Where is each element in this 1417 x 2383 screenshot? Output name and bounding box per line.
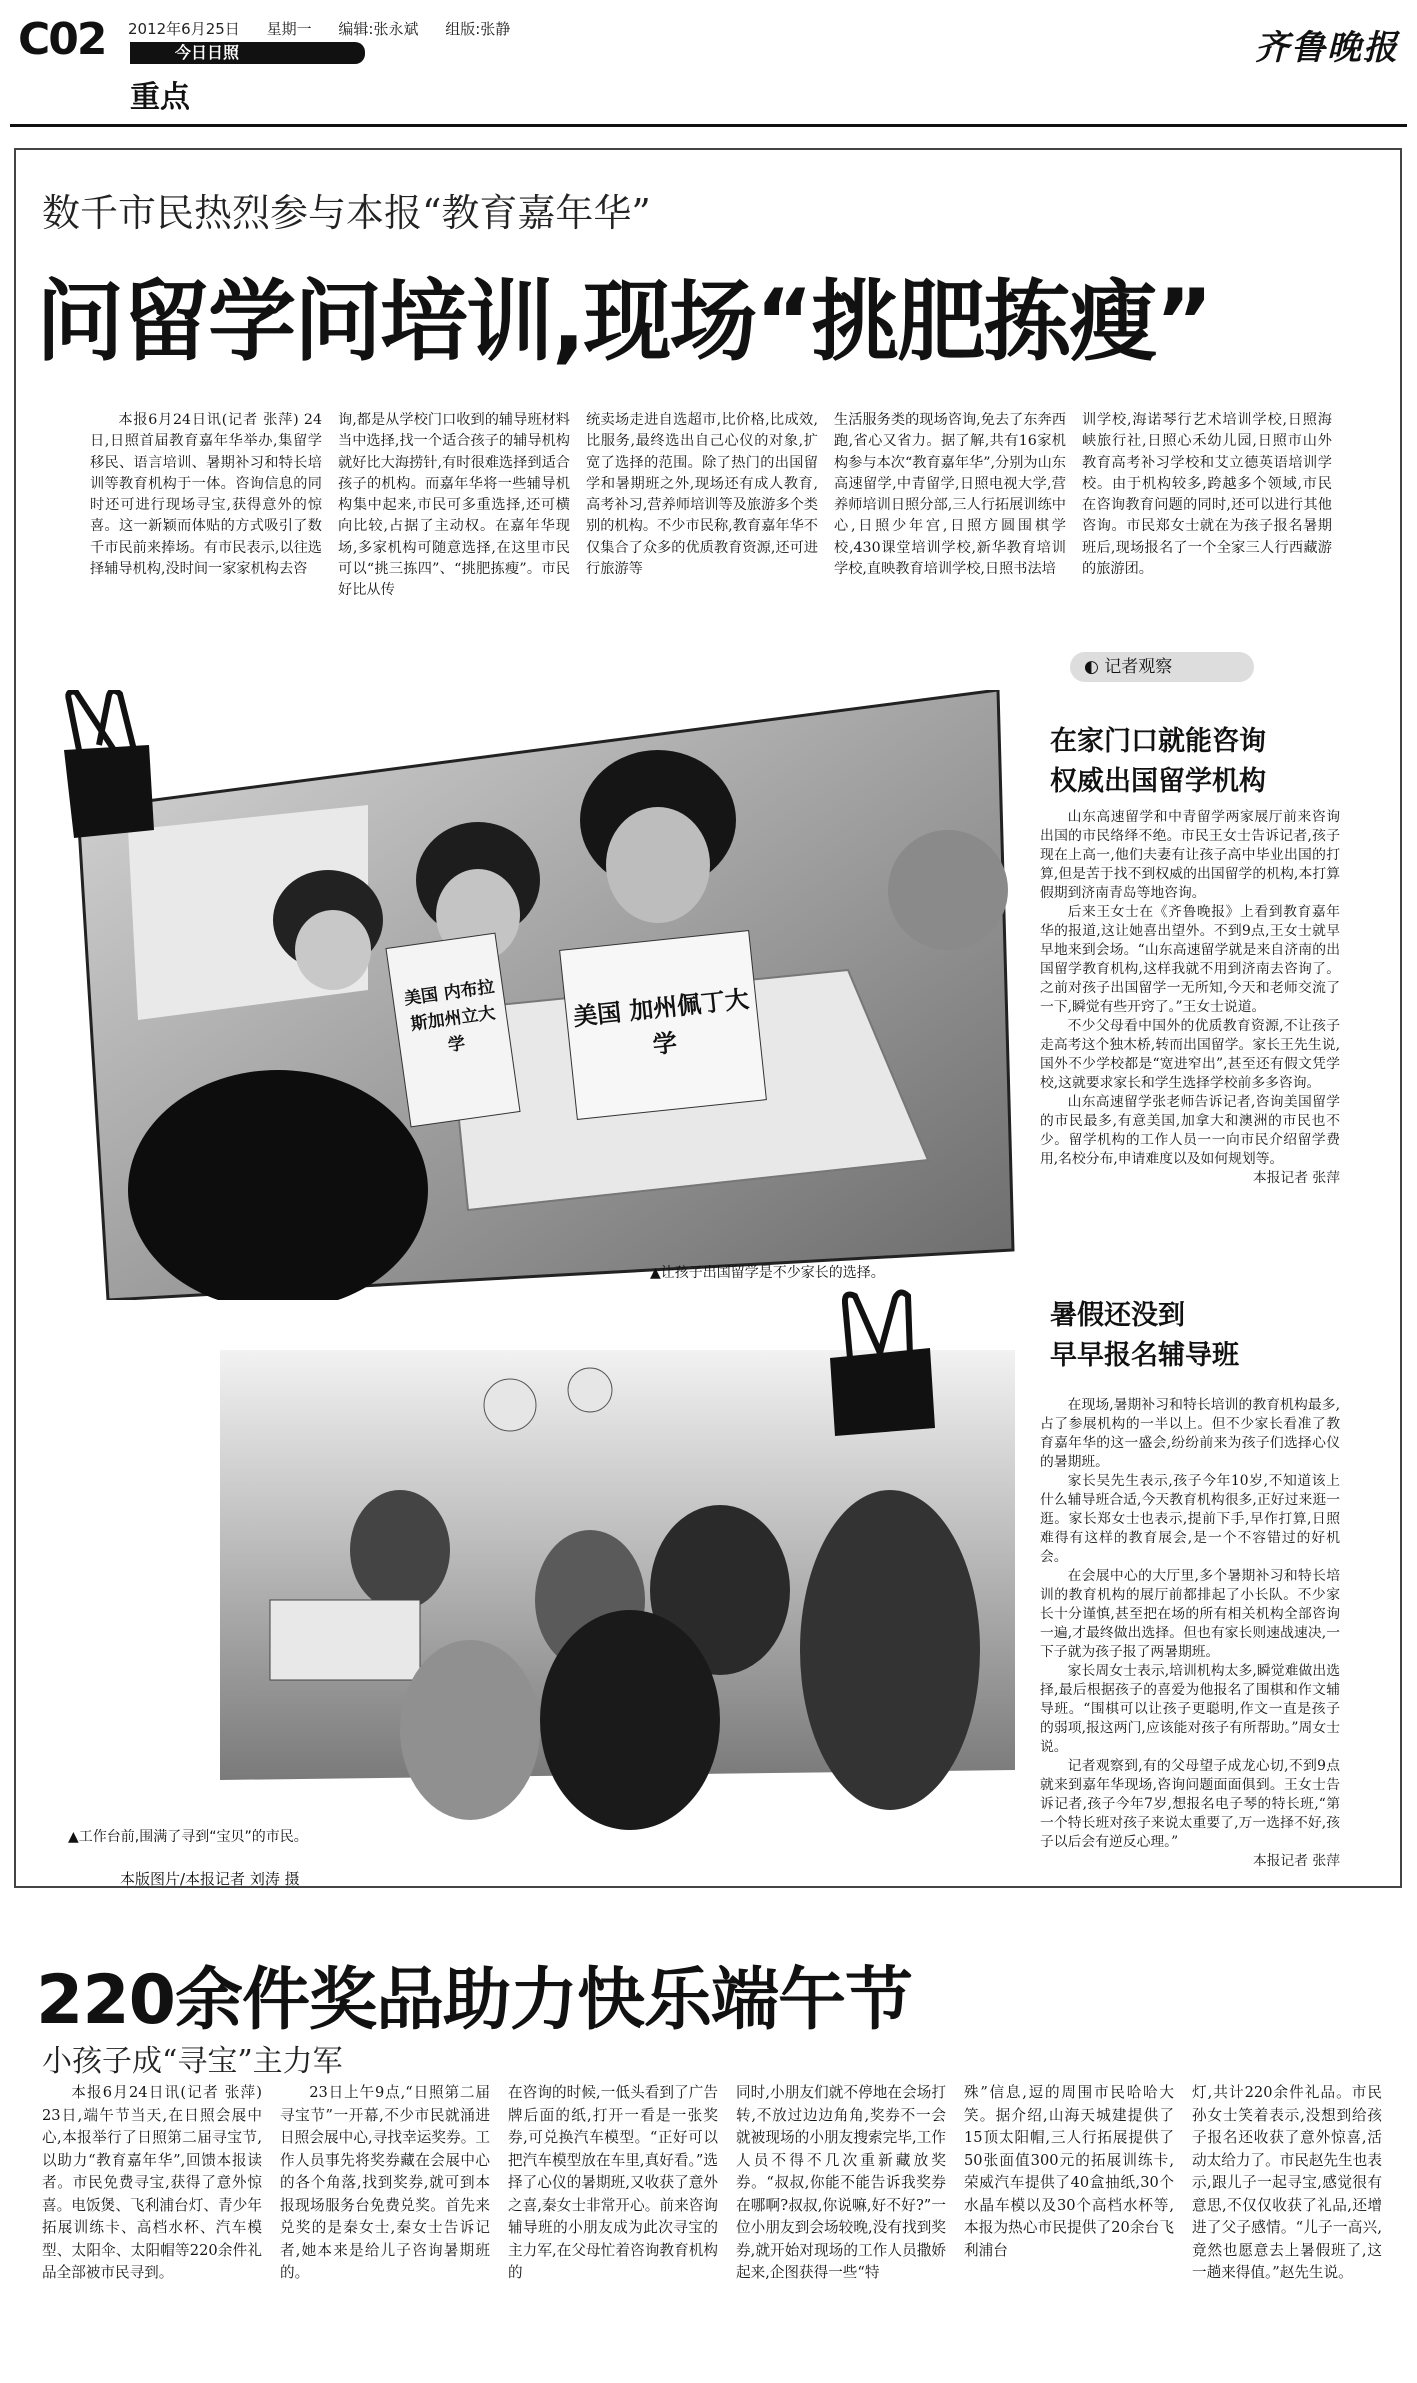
second-column-4 bbox=[736, 2082, 946, 2285]
lead-paragraph: 生活服务类的现场咨询,免去了东奔西跑,省心又省力。据了解,共有16家机构参与本次“教育嘉年华”,分别为山东高速留学,中青留学,日照电视大学,营养师培训日照分部,三人行拓展训练中心,日照少年宫,日照方圆围棋学校,430课堂培训学校,新华教育培训学校,直映教育培训学校,日照书法培 bbox=[834, 412, 1066, 578]
header-meta bbox=[128, 18, 532, 39]
sidebar-paragraph: 不少父母看中国外的优质教育资源,不让孩子走高考这个独木桥,转而出国留学。家长王先生说,国外不少学校都是“宽进窄出”,甚至还有假文凭学校,这就要求家长和学生选择学校前多多咨询。 bbox=[1040, 1018, 1340, 1091]
issue-weekday: 星期一 bbox=[266, 20, 312, 38]
lead-column-5 bbox=[1082, 410, 1332, 580]
second-column-2 bbox=[280, 2082, 490, 2285]
lead-paragraph: 询,都是从学校门口收到的辅导班材料当中选择,找一个适合孩子的辅导机构就好比大海捞针,有时很难选择到适合孩子的机构。而嘉年华将一些辅导机构集中起来,市民可多重选择,还可横向比较,占据了主动权。在嘉年华现场,多家机构可随意选择,在这里市民可以“挑三拣四”、“挑肥拣瘦”。市民好比从传 bbox=[338, 412, 570, 599]
sidebar-paragraph: 家长周女士表示,培训机构太多,瞬觉难做出选择,最后根据孩子的喜爱为他报名了围棋和作文辅导班。“围棋可以让孩子更聪明,作文一直是孩子的弱项,报这两门,应该能对孩子有所帮助。”周女士说。 bbox=[1040, 1663, 1340, 1755]
title-line: 在家门口就能咨询 bbox=[1050, 726, 1266, 757]
sidebar-byline: 本报记者 张萍 bbox=[1252, 1853, 1340, 1869]
second-column-3 bbox=[508, 2082, 718, 2285]
reporter-observation-badge bbox=[1070, 652, 1254, 682]
photo2-caption: ▲工作台前,围满了寻到“宝贝”的市民。 bbox=[68, 1829, 308, 1845]
section-tag: 今日日照 bbox=[130, 42, 365, 64]
university-sign-2: 美国 加州佩丁大学 bbox=[571, 984, 751, 1060]
second-column-5 bbox=[964, 2082, 1174, 2262]
binder-clip-icon bbox=[54, 690, 164, 840]
sidebar-paragraph: 家长吴先生表示,孩子今年10岁,不知道该上什么辅导班合适,今天教育机构很多,正好过来逛一逛。家长郑女士也表示,提前下手,早作打算,日照难得有这样的教育展会,是一个不容错过的好机会。 bbox=[1040, 1473, 1340, 1565]
second-paragraph: 在咨询的时候,一低头看到了广告牌后面的纸,打开一看是一张奖券,可兑换汽车模型。“正好可以把汽车模型放在车里,真好看。”选择了心仪的暑期班,又收获了意外之喜,秦女士非常开心。前来咨询辅导班的小朋友成为此次寻宝的主力军,在父母忙着咨询教育机构的 bbox=[508, 2084, 718, 2281]
second-subheadline: 小孩子成“寻宝”主力军 bbox=[42, 2044, 343, 2079]
sidebar-story2-title bbox=[1050, 1296, 1239, 1376]
lead-paragraph: 训学校,海诺琴行艺术培训学校,日照海峡旅行社,日照心禾幼儿园,日照市山外教育高考补习学校和艾立德英语培训学校。由于机构较多,跨越多个领域,市民在咨询教育问题的同时,还可以进行其他咨询。市民郑女士就在为孩子报名暑期班后,现场报名了一个全家三人行西藏游的旅游团。 bbox=[1082, 412, 1332, 578]
lead-subheadline: 数千市民热烈参与本报“教育嘉年华” bbox=[42, 191, 651, 235]
second-paragraph: 23日上午9点,“日照第二届寻宝节”一开幕,不少市民就涌进日照会展中心,寻找幸运奖券。工作人员事先将奖券藏在会展中心的各个角落,找到奖券,就可到本报现场服务台免费兑奖。首先来兑奖的是秦女士,秦女士告诉记者,她本来是给儿子咨询暑期班的。 bbox=[280, 2084, 490, 2281]
second-column-1 bbox=[42, 2082, 262, 2285]
sidebar-paragraph: 山东高速留学张老师告诉记者,咨询美国留学的市民最多,有意美国,加拿大和澳洲的市民也不少。留学机构的工作人员一一向市民介绍留学费用,名校分布,申请难度以及如何规划等。 bbox=[1040, 1094, 1340, 1167]
sidebar-paragraph: 后来王女士在《齐鲁晚报》上看到教育嘉年华的报道,这让她喜出望外。不到9点,王女士就早早地来到会场。“山东高速留学就是来自济南的出国留学教育机构,这样我就不用到济南去咨询了。之前对孩子出国留学一无所知,今天和老师交流了一下,瞬觉有些开窍了。”王女士说道。 bbox=[1040, 904, 1340, 1015]
lead-column-3 bbox=[586, 410, 818, 580]
sidebar-story1-title bbox=[1050, 722, 1266, 802]
sidebar-byline: 本报记者 张萍 bbox=[1252, 1170, 1340, 1186]
layout-credit: 组版:张静 bbox=[445, 20, 511, 38]
sidebar-story2-body bbox=[1040, 1396, 1340, 1871]
header-divider bbox=[10, 124, 1407, 127]
second-column-6 bbox=[1192, 2082, 1382, 2285]
sidebar-paragraph: 山东高速留学和中青留学两家展厅前来咨询出国的市民络绎不绝。市民王女士告诉记者,孩子现在上高一,他们夫妻有让孩子高中毕业出国的打算,但是苦于找不到权威的出国留学的机构,本打算假期到济南青岛等地咨询。 bbox=[1040, 809, 1340, 901]
title-line: 权威出国留学机构 bbox=[1050, 766, 1266, 797]
photo-study-abroad bbox=[68, 690, 1018, 1300]
second-headline: 220余件奖品助力快乐端午节 bbox=[36, 1961, 912, 2040]
badge-dot-icon: ◐ bbox=[1084, 657, 1099, 677]
lead-paragraph: 本报6月24日讯(记者 张萍) 24日,日照首届教育嘉年华举办,集留学移民、语言培训、暑期补习和特长培训等教育机构于一体。咨询信息的同时还可进行现场寻宝,获得意外的惊喜。这一新颖而体贴的方式吸引了数千市民前来捧场。有市民表示,以往选择辅导机构,没时间一家家机构去咨 bbox=[90, 412, 322, 578]
binder-clip-icon bbox=[820, 1288, 940, 1438]
editor-credit: 编辑:张永斌 bbox=[338, 20, 419, 38]
newspaper-logo: 齐鲁晚报 bbox=[1255, 28, 1399, 68]
page-number: C02 bbox=[18, 14, 106, 65]
lead-column-2 bbox=[338, 410, 570, 602]
photo-credit: 本版图片/本报记者 刘涛 摄 bbox=[120, 1870, 300, 1888]
title-line: 早早报名辅导班 bbox=[1050, 1340, 1239, 1371]
sidebar-paragraph: 在现场,暑期补习和特长培训的教育机构最多,占了参展机构的一半以上。但不少家长看准了教育嘉年华的这一盛会,纷纷前来为孩子们选择心仪的暑期班。 bbox=[1040, 1397, 1340, 1470]
second-paragraph: 灯,共计220余件礼品。市民孙女士笑着表示,没想到给孩子报名还收获了意外惊喜,活动太给力了。市民赵先生也表示,跟儿子一起寻宝,感觉很有意思,不仅仅收获了礼品,还增进了父子感情。“儿子一高兴,竟然也愿意去上暑假班了,这一趟来得值。”赵先生说。 bbox=[1192, 2084, 1382, 2281]
photo1-caption: ▲让孩子出国留学是不少家长的选择。 bbox=[650, 1265, 885, 1281]
second-paragraph: 同时,小朋友们就不停地在会场打转,不放过边边角角,奖券不一会就被现场的小朋友搜索完毕,工作人员不得不几次重新藏放奖券。“叔叔,你能不能告诉我奖券在哪啊?叔叔,你说嘛,好不好?”一位小朋友到会场较晚,没有找到奖券,就开始对现场的工作人员撒娇起来,企图获得一些“特 bbox=[736, 2084, 946, 2281]
sidebar-paragraph: 记者观察到,有的父母望子成龙心切,不到9点就来到嘉年华现场,咨询问题面面俱到。王女士告诉记者,孩子今年7岁,想报名电子琴的特长班,“第一个特长班对孩子来说太重要了,万一选择不好,孩子以后会有逆反心理。” bbox=[1040, 1758, 1340, 1850]
badge-label: 记者观察 bbox=[1104, 657, 1173, 677]
lead-paragraph: 统卖场走进自选超市,比价格,比成效,比服务,最终选出自己心仪的对象,扩宽了选择的范围。除了热门的出国留学和暑期班之外,现场还有成人教育,高考补习,营养师培训等及旅游多个类别的机构。不少市民称,教育嘉年华不仅集合了众多的优质教育资源,还可进行旅游等 bbox=[586, 412, 818, 578]
second-paragraph: 本报6月24日讯(记者 张萍) 23日,端午节当天,在日照会展中心,本报举行了日照第二届寻宝节,以助力“教育嘉年华”,回馈本报读者。市民免费寻宝,获得了意外惊喜。电饭煲、飞利浦台灯、青少年拓展训练卡、高档水杯、汽车模型、太阳伞、太阳帽等220余件礼品全部被市民寻到。 bbox=[42, 2084, 262, 2281]
title-line: 暑假还没到 bbox=[1050, 1300, 1185, 1331]
issue-date: 2012年6月25日 bbox=[128, 20, 240, 38]
lead-column-4 bbox=[834, 410, 1066, 580]
sidebar-story1-body bbox=[1040, 808, 1340, 1188]
section-title: 重点 bbox=[130, 80, 190, 115]
sidebar-paragraph: 在会展中心的大厅里,多个暑期补习和特长培训的教育机构的展厅前都排起了小长队。不少家长十分谨慎,甚至把在场的所有相关机构全部咨询一遍,才最终做出选择。但也有家长则速战速决,一下子就为孩子报了两暑期班。 bbox=[1040, 1568, 1340, 1660]
second-paragraph: 殊”信息,逗的周围市民哈哈大笑。据介绍,山海天城建提供了15顶太阳帽,三人行拓展提供了50张面值300元的拓展训练卡,荣威汽车提供了40盒抽纸,30个水晶车模以及30个高档水杯等,本报为热心市民提供了20余台飞利浦台 bbox=[964, 2084, 1174, 2259]
lead-headline: 问留学问培训,现场“挑肥拣瘦” bbox=[36, 270, 1212, 373]
university-sign-1: 美国 内布拉斯加州立大学 bbox=[402, 977, 497, 1056]
lead-column-1 bbox=[90, 410, 322, 580]
